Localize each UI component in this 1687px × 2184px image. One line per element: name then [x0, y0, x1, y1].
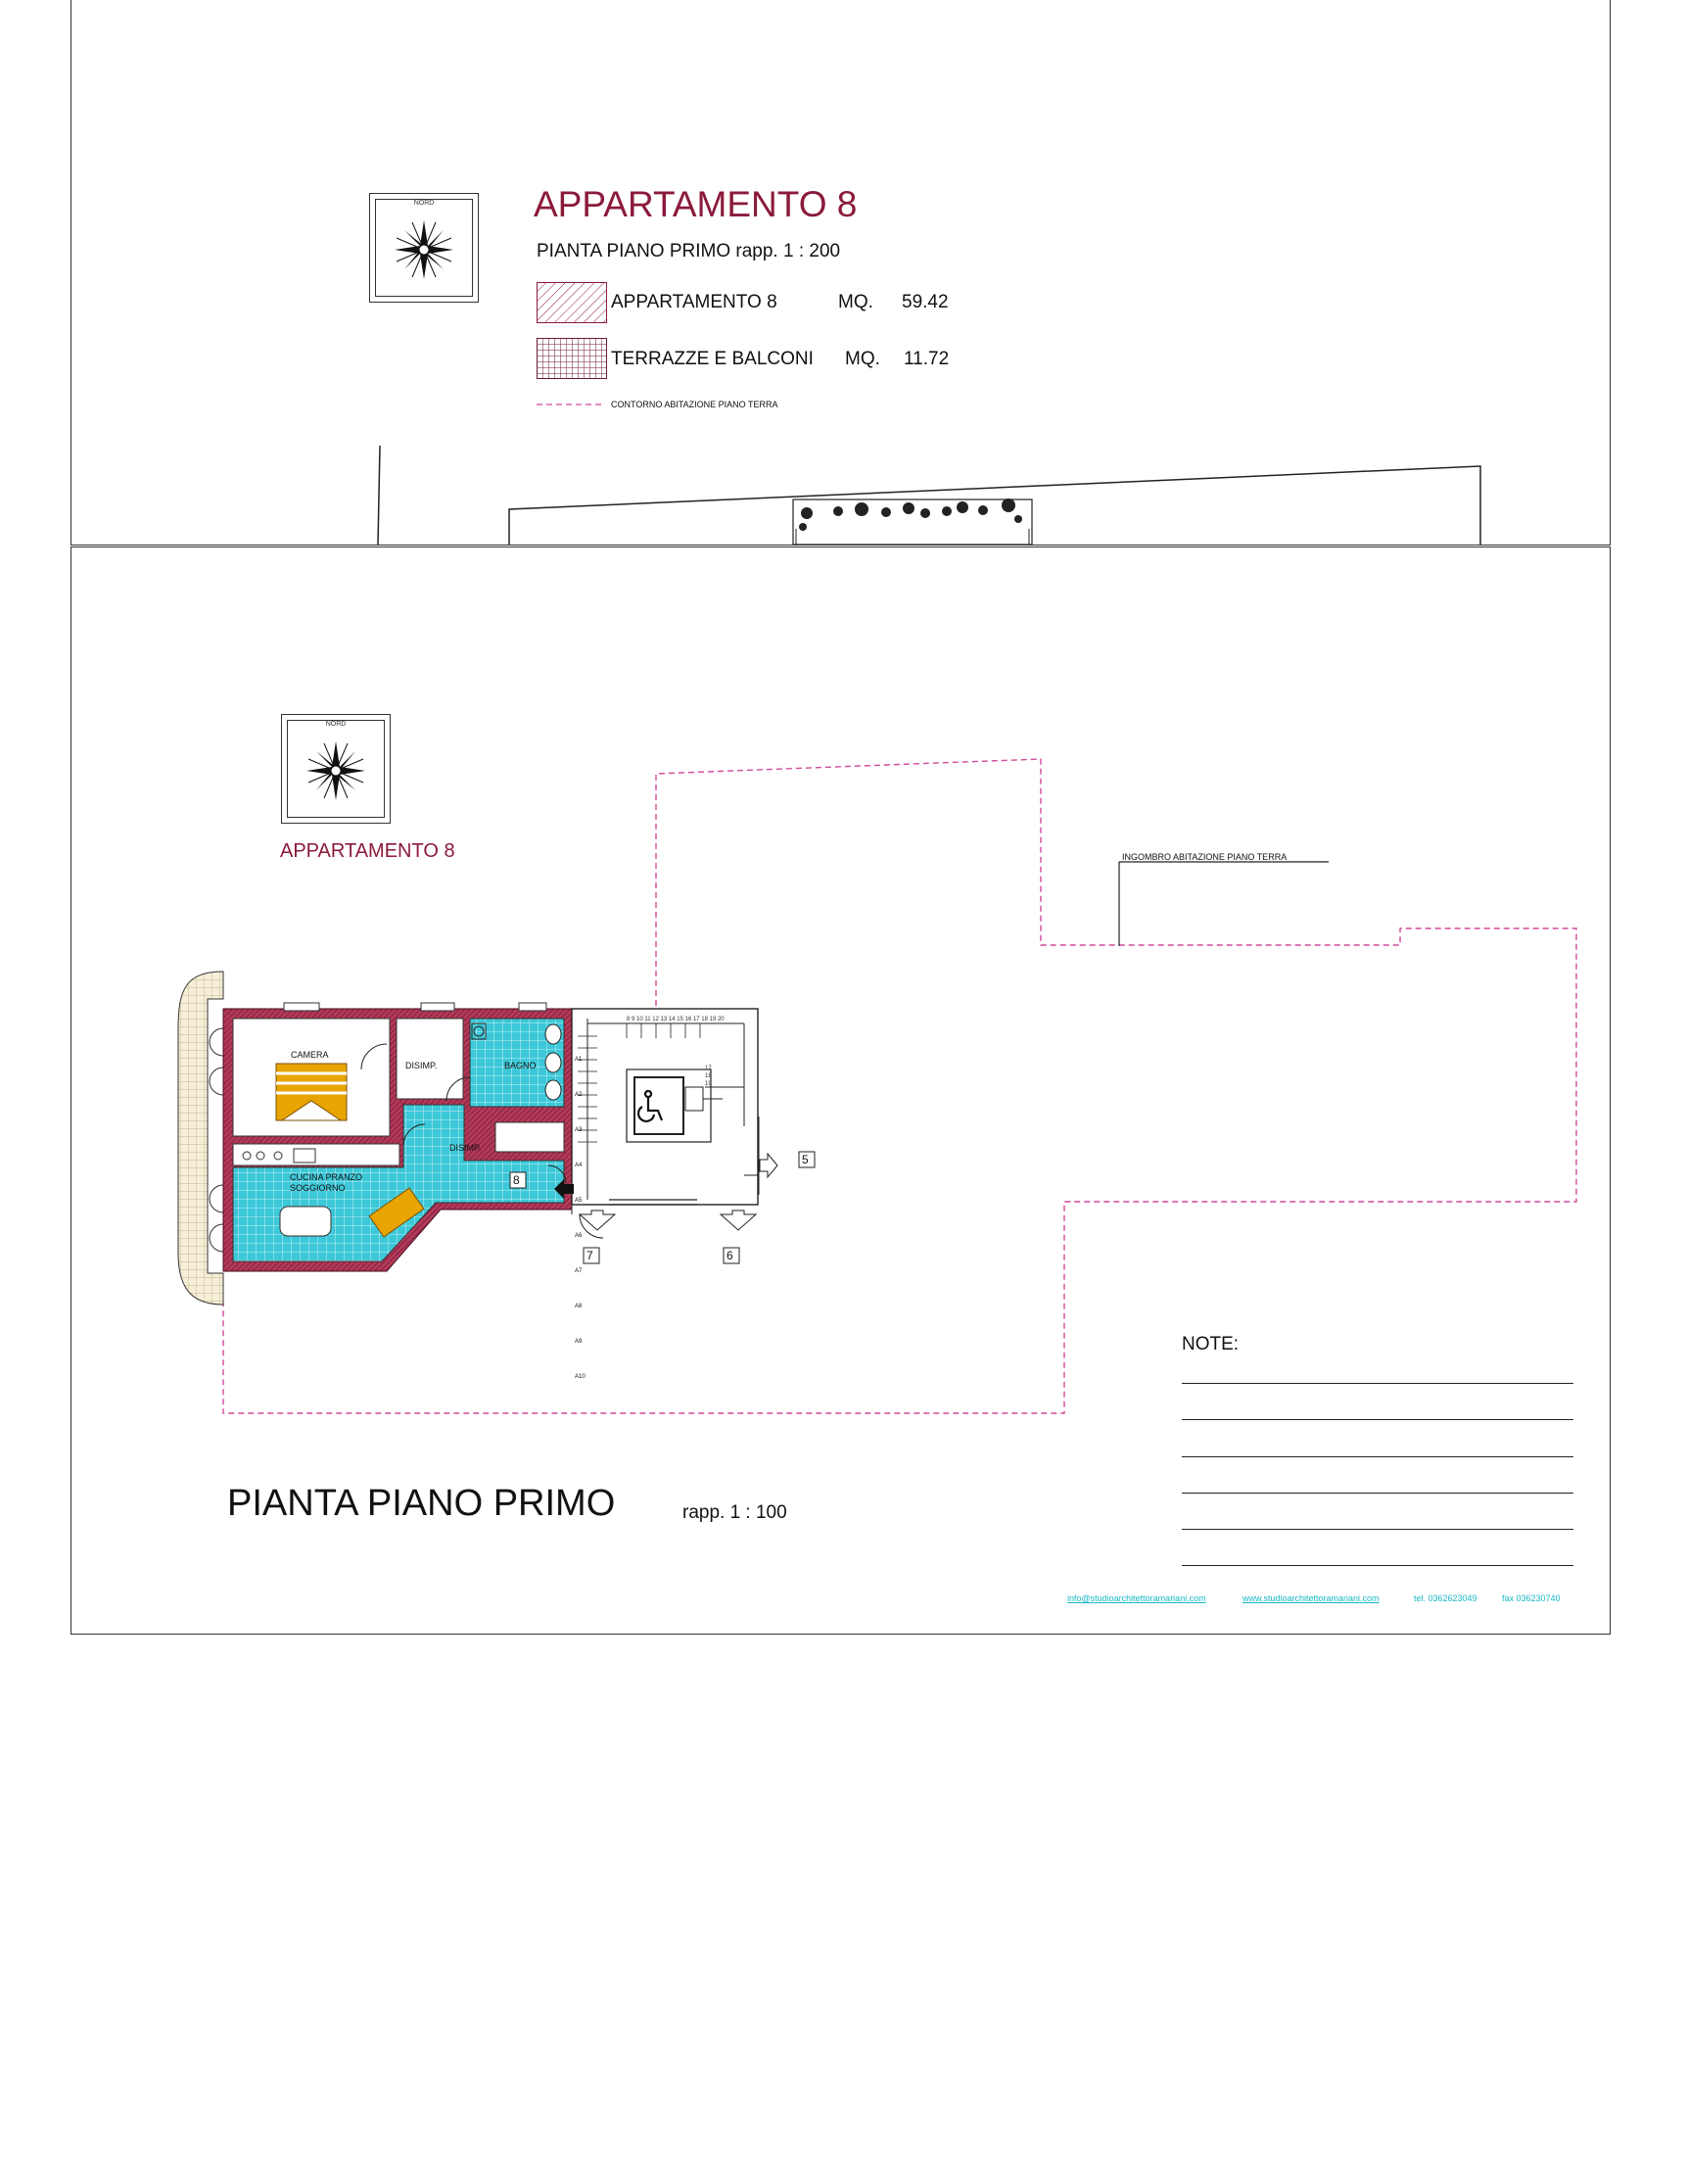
plan-title: PIANTA PIANO PRIMO	[227, 1483, 616, 1524]
note-line	[1182, 1456, 1573, 1457]
stair-step: A8	[575, 1304, 583, 1309]
note-line	[1182, 1383, 1573, 1384]
summary-subtitle: PIANTA PIANO PRIMO rapp. 1 : 200	[537, 241, 841, 261]
footer-email-link[interactable]: info@studioarchitettoramariani.com	[1067, 1593, 1206, 1603]
legend-outline-note: CONTORNO ABITAZIONE PIANO TERRA	[611, 400, 778, 409]
plan-scale: rapp. 1 : 100	[682, 1502, 787, 1523]
footprint-note: INGOMBRO ABITAZIONE PIANO TERRA	[1122, 852, 1288, 862]
legend-unit-terraces: MQ.	[845, 349, 880, 369]
stair-step: A10	[575, 1374, 586, 1380]
marker-8: 8	[513, 1173, 520, 1187]
legend-unit-apartment: MQ.	[838, 292, 873, 312]
note-line	[1182, 1419, 1573, 1420]
legend-value-terraces: 11.72	[904, 349, 950, 369]
svg-text:17: 17	[705, 1066, 712, 1071]
marker-6: 6	[726, 1249, 733, 1262]
stair-step: A2	[575, 1092, 583, 1098]
summary-title: APPARTAMENTO 8	[534, 184, 858, 224]
bathtub	[495, 1122, 564, 1152]
balcony	[178, 972, 223, 1305]
room-label-cucina	[290, 1172, 362, 1194]
compass-north-label: NORD	[413, 200, 435, 207]
plan-apartment-label: APPARTAMENTO 8	[280, 840, 455, 862]
stair-step-labels	[575, 1030, 586, 1395]
room-label-bagno: BAGNO	[504, 1061, 537, 1070]
stair-step: A6	[575, 1233, 583, 1239]
room-label-disimp: DISIMP.	[405, 1061, 438, 1070]
stair-step: A1	[575, 1057, 583, 1063]
legend-label-apartment: APPARTAMENTO 8	[611, 292, 777, 312]
room-label-disimp-2: DISIMP.	[449, 1143, 482, 1153]
stair-step: A9	[575, 1339, 583, 1345]
room-label-camera: CAMERA	[291, 1050, 329, 1060]
legend-label-terraces: TERRAZZE E BALCONI	[611, 349, 814, 369]
stair-step: A7	[575, 1268, 583, 1274]
svg-text:18: 18	[705, 1073, 712, 1079]
dining-table	[280, 1207, 331, 1236]
stair-step: A5	[575, 1198, 583, 1204]
room-label-cucina-line2: SOGGIORNO	[290, 1183, 346, 1193]
footer-website-link[interactable]: www.studioarchitettoramariani.com	[1242, 1593, 1380, 1603]
disimp-floor	[397, 1019, 463, 1099]
room-label-cucina-line1: CUCINA PRANZO	[290, 1172, 363, 1182]
note-line	[1182, 1529, 1573, 1530]
kitchen-counter	[233, 1144, 399, 1165]
stair-step: A4	[575, 1163, 583, 1168]
svg-text:8 9 10 11 12 13 14 15 16 17 18: 8 9 10 11 12 13 14 15 16 17 18 19 20	[627, 1017, 725, 1022]
note-line	[1182, 1565, 1573, 1566]
compass-north-label: NORD	[325, 721, 347, 728]
note-line	[1182, 1493, 1573, 1494]
marker-5: 5	[802, 1153, 809, 1166]
marker-7: 7	[586, 1249, 593, 1262]
stair-step: A3	[575, 1127, 583, 1133]
notes-label: NOTE:	[1182, 1334, 1240, 1354]
footer-fax: fax 036230740	[1502, 1593, 1561, 1603]
footer-tel: tel. 0362623049	[1414, 1593, 1477, 1603]
legend-value-apartment: 59.42	[902, 292, 949, 312]
svg-text:19: 19	[705, 1081, 712, 1087]
